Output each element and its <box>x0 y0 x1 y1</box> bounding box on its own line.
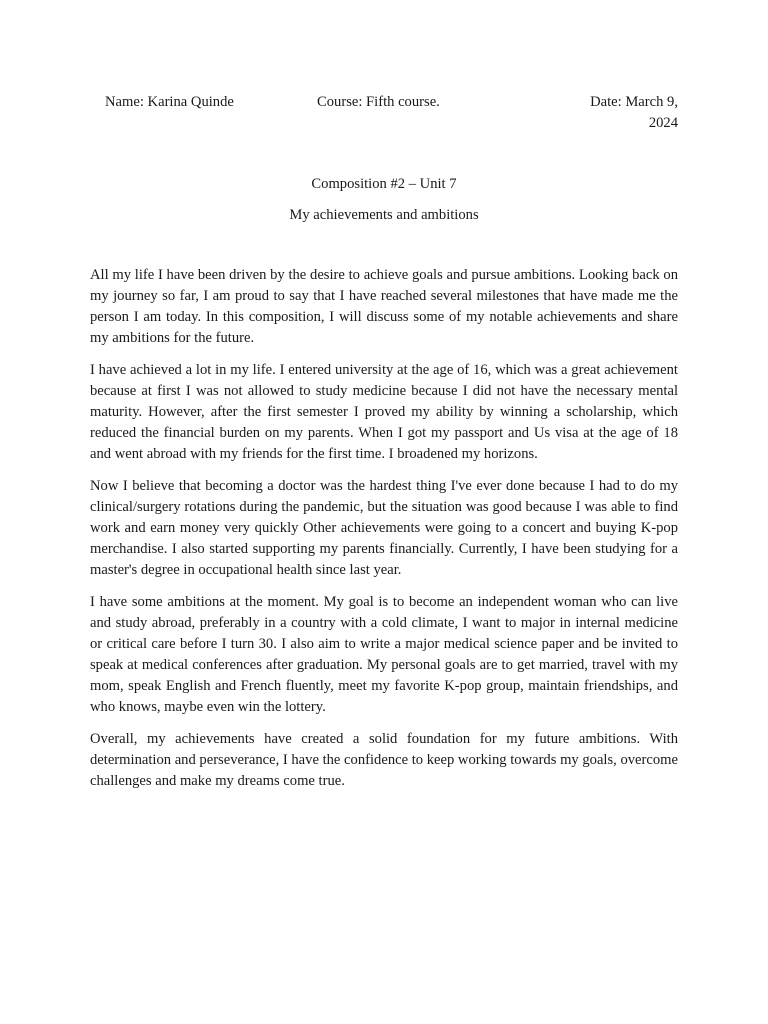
student-name: Name: Karina Quinde <box>105 94 234 110</box>
title-block <box>90 174 678 226</box>
paragraph-doctor: Now I believe that becoming a doctor was the hardest thing I've ever done because I had to do my clinical/surgery rotations during the pandemic, but the situation was good because I was able to find work and earn money very quickly Other achievements were going to a concert and buying K-pop merchandise. I also started supporting my parents financially. Currently, I have been studying for a master's degree in occupational health since last year. <box>90 478 678 578</box>
composition-title: Composition #2 – Unit 7 <box>311 176 457 192</box>
paragraph-conclusion: Overall, my achievements have created a solid foundation for my future ambitions. With determination and perseverance, I have the confidence to keep working towards my goals, overcome challenges and make my dreams come true. <box>90 731 678 789</box>
paragraph-intro: All my life I have been driven by the desire to achieve goals and pursue ambitions. Looking back on my journey so far, I am proud to say that I have reached several milestones that have made me the person I am today. In this composition, I will discuss some of my notable achievements and share my ambitions for the future. <box>90 267 678 346</box>
composition-subtitle: My achievements and ambitions <box>289 207 479 223</box>
document-header <box>90 92 678 136</box>
date-label: Date: March 9, 2024 <box>590 94 678 131</box>
composition-body <box>90 265 678 803</box>
paragraph-ambitions: I have some ambitions at the moment. My goal is to become an independent woman who can live and study abroad, preferably in a country with a cold climate, I want to major in internal medicine or critical care before I turn 30. I also aim to write a major medical science paper and be invited to speak at medical conferences after graduation. My personal goals are to get married, travel with my mom, speak English and French fluently, meet my favorite K-pop group, maintain friendships, and who knows, maybe even win the lottery. <box>90 594 678 715</box>
course-label: Course: Fifth course. <box>317 94 440 110</box>
paragraph-achievements: I have achieved a lot in my life. I entered university at the age of 16, which was a great achievement because at first I was not allowed to study medicine because I did not have the necessary mental maturity. However, after the first semester I proved my ability by winning a scholarship, which reduced the financial burden on my parents. When I got my passport and Us visa at the age of 18 and went abroad with my friends for the first time. I broadened my horizons. <box>90 362 678 462</box>
